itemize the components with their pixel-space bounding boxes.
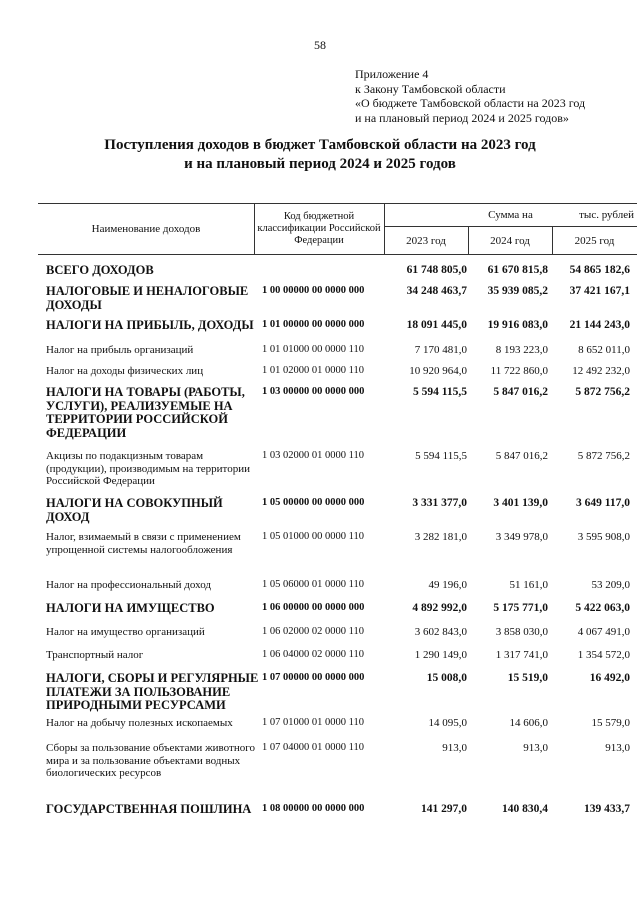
row-name: НАЛОГИ НА ИМУЩЕСТВО [46,601,215,615]
row-value-2025: 16 492,0 [589,672,630,684]
row-code: 1 03 02000 01 0000 110 [262,450,364,461]
row-name: Налог на профессиональный доход [46,579,211,591]
row-name: ГОСУДАРСТВЕННАЯ ПОШЛИНА [46,802,252,816]
row-value-2023: 18 091 445,0 [406,319,467,331]
row-code: 1 08 00000 00 0000 000 [262,803,365,814]
row-value-2025: 54 865 182,6 [569,264,630,276]
appendix-line: Приложение 4 [355,67,429,81]
header-code: Код бюджетной классификации Российской Федерации [254,204,385,254]
row-name: Налог на доходы физических лиц [46,365,204,377]
row-name: Налог на добычу полезных ископаемых [46,717,233,729]
row-code: 1 06 02000 02 0000 110 [262,626,364,637]
row-value-2023: 913,0 [442,742,467,754]
row-code: 1 07 00000 00 0000 000 [262,672,365,683]
row-value-2023: 61 748 805,0 [406,264,467,276]
row-value-2025: 21 144 243,0 [569,319,630,331]
row-value-2025: 53 209,0 [591,579,630,591]
row-value-2023: 34 248 463,7 [406,285,467,297]
row-value-2023: 15 008,0 [426,672,467,684]
row-value-2024: 3 349 978,0 [495,531,548,543]
row-value-2025: 4 067 491,0 [577,626,630,638]
row-code: 1 06 04000 02 0000 110 [262,649,364,660]
row-value-2023: 4 892 992,0 [412,602,467,614]
header-year-2024: 2024 год [468,227,553,254]
row-value-2025: 1 354 572,0 [577,649,630,661]
row-name: НАЛОГОВЫЕ И НЕНАЛОГОВЫЕ ДОХОДЫ [46,284,249,312]
row-code: 1 05 00000 00 0000 000 [262,497,365,508]
row-name: НАЛОГИ НА ПРИБЫЛЬ, ДОХОДЫ [46,318,254,332]
row-value-2023: 14 095,0 [428,717,467,729]
row-value-2025: 12 492 232,0 [572,365,630,377]
title-line-1: Поступления доходов в бюджет Тамбовской области на 2023 год [104,137,536,153]
row-name: Акцизы по подакцизным товарам (продукции), производимым на территории Российской Федерации [46,450,250,487]
row-name: Сборы за пользование объектами животного мира и за пользование объектами водных биологических ресурсов [46,742,255,779]
row-value-2024: 913,0 [523,742,548,754]
row-value-2024: 5 847 016,2 [495,450,548,462]
row-value-2025: 8 652 011,0 [578,344,630,356]
row-value-2024: 11 722 860,0 [490,365,548,377]
row-name: ВСЕГО ДОХОДОВ [46,263,154,277]
row-value-2024: 19 916 083,0 [487,319,548,331]
header-name: Наименование доходов [38,204,255,254]
row-code: 1 01 02000 01 0000 110 [262,365,364,376]
row-code: 1 01 00000 00 0000 000 [262,319,365,330]
units-label: тыс. рублей [579,209,634,221]
row-name: НАЛОГИ НА ТОВАРЫ (РАБОТЫ, УСЛУГИ), РЕАЛИЗУЕМЫЕ НА ТЕРРИТОРИИ РОССИЙСКОЙ ФЕДЕРАЦИИ [46,385,245,440]
row-value-2024: 1 317 741,0 [495,649,548,661]
row-code: 1 06 00000 00 0000 000 [262,602,365,613]
row-value-2025: 15 579,0 [591,717,630,729]
row-name: Налог на прибыль организаций [46,344,194,356]
row-code: 1 07 01000 01 0000 110 [262,717,364,728]
row-value-2025: 5 872 756,2 [575,386,630,398]
row-code: 1 05 01000 00 0000 110 [262,531,364,542]
row-value-2024: 5 847 016,2 [493,386,548,398]
row-value-2023: 5 594 115,5 [413,386,467,398]
header-sum: Сумма на [384,204,637,227]
row-value-2024: 15 519,0 [507,672,548,684]
row-code: 1 01 01000 00 0000 110 [262,344,364,355]
row-value-2024: 140 830,4 [502,803,548,815]
header-year-2023: 2023 год [384,227,469,254]
row-name: Налог на имущество организаций [46,626,205,638]
header-year-2025: 2025 год [574,234,615,247]
row-value-2024: 3 858 030,0 [495,626,548,638]
row-value-2023: 49 196,0 [428,579,467,591]
title-line-2: и на плановый период 2024 и 2025 годов [184,156,456,172]
row-value-2024: 61 670 815,8 [487,264,548,276]
row-code: 1 03 00000 00 0000 000 [262,386,365,397]
row-name: Транспортный налог [46,649,144,661]
row-value-2025: 139 433,7 [584,803,630,815]
row-value-2025: 3 595 908,0 [577,531,630,543]
row-name: Налог, взимаемый в связи с применением упрощенной системы налогообложения [46,531,241,556]
row-value-2023: 141 297,0 [421,803,467,815]
row-value-2023: 3 331 377,0 [412,497,467,509]
row-value-2023: 10 920 964,0 [409,365,467,377]
page-number: 58 [314,38,326,52]
row-value-2024: 35 939 085,2 [487,285,548,297]
row-value-2023: 5 594 115,5 [415,450,467,462]
row-value-2024: 5 175 771,0 [493,602,548,614]
row-value-2025: 3 649 117,0 [576,497,630,509]
row-value-2024: 8 193 223,0 [495,344,548,356]
row-code: 1 00 00000 00 0000 000 [262,285,365,296]
row-value-2023: 7 170 481,0 [414,344,467,356]
row-name: НАЛОГИ, СБОРЫ И РЕГУЛЯРНЫЕ ПЛАТЕЖИ ЗА ПОЛЬЗОВАНИЕ ПРИРОДНЫМИ РЕСУРСАМИ [46,671,259,712]
row-value-2025: 913,0 [605,742,630,754]
row-code: 1 07 04000 01 0000 110 [262,742,364,753]
appendix-line: и на плановый период 2024 и 2025 годов» [355,110,569,125]
appendix-line: «О бюджете Тамбовской области на 2023 год [355,96,586,110]
row-value-2024: 3 401 139,0 [493,497,548,509]
row-value-2024: 51 161,0 [509,579,548,591]
row-value-2025: 5 872 756,2 [577,450,630,462]
row-value-2025: 5 422 063,0 [575,602,630,614]
row-code: 1 05 06000 01 0000 110 [262,579,364,590]
row-value-2023: 3 602 843,0 [414,626,467,638]
appendix-line: к Закону Тамбовской области [355,81,506,96]
row-value-2023: 1 290 149,0 [414,649,467,661]
row-name: НАЛОГИ НА СОВОКУПНЫЙ ДОХОД [46,496,223,524]
row-value-2025: 37 421 167,1 [569,285,630,297]
row-value-2023: 3 282 181,0 [414,531,467,543]
row-value-2024: 14 606,0 [509,717,548,729]
